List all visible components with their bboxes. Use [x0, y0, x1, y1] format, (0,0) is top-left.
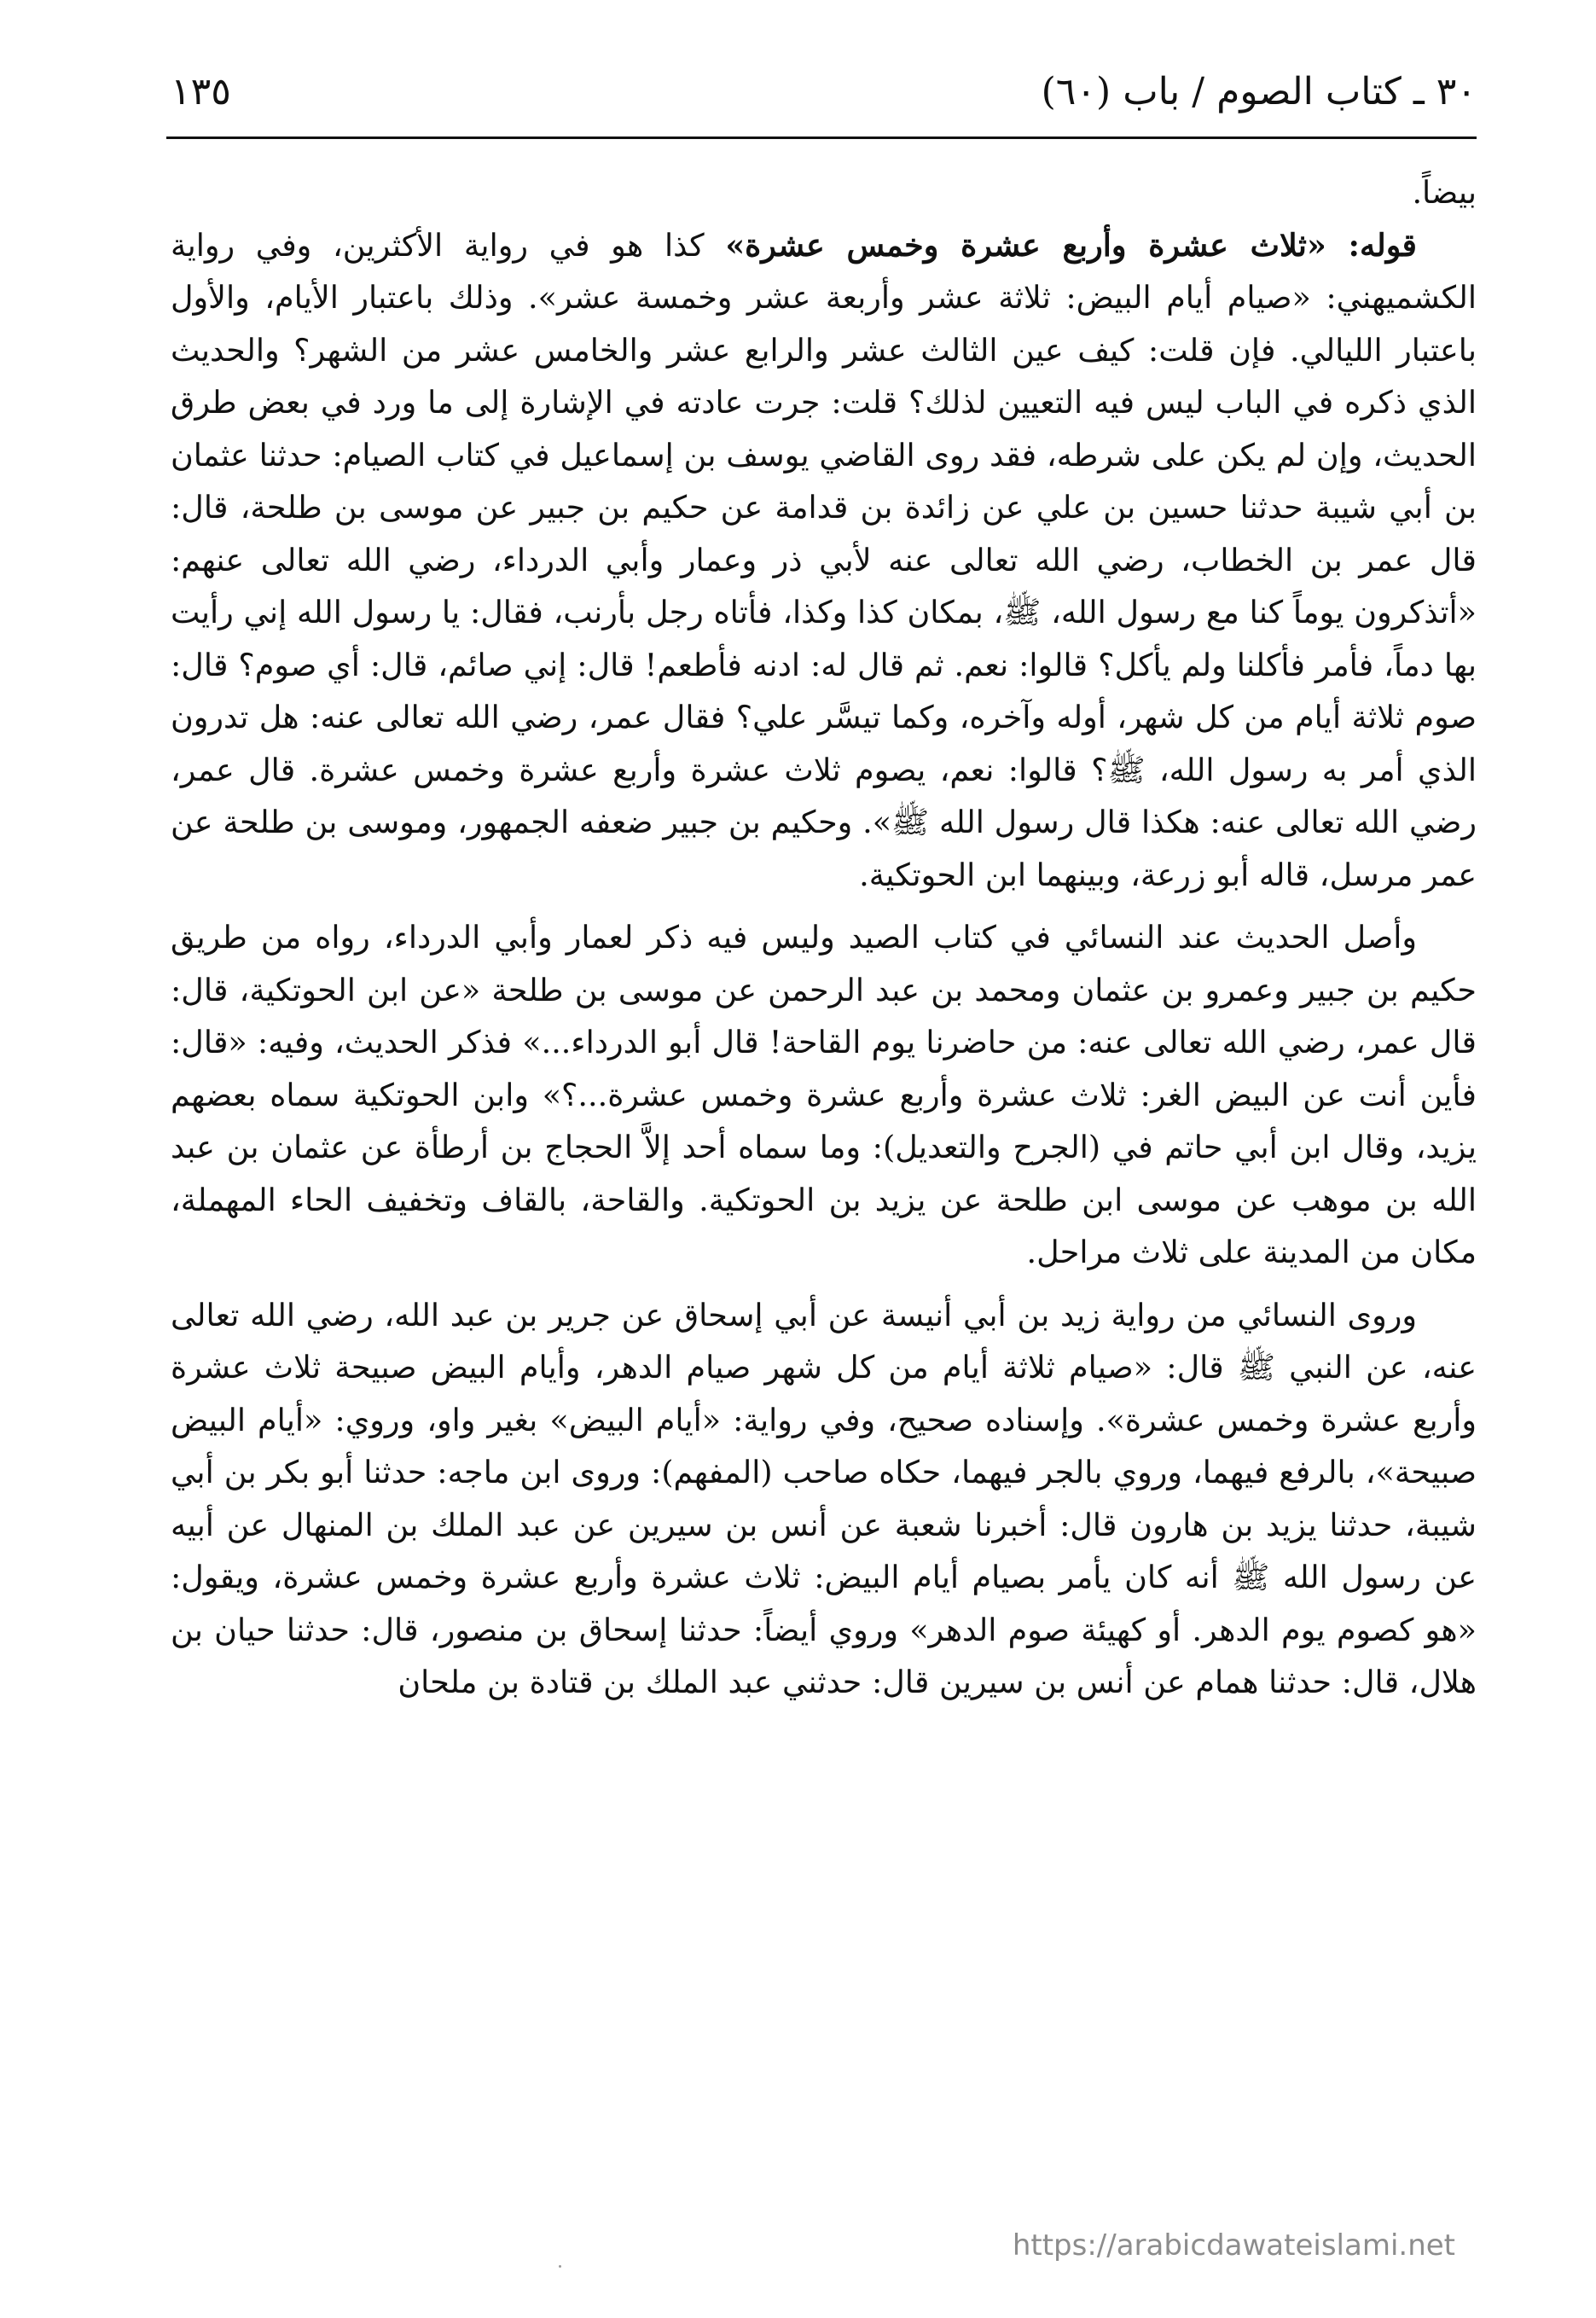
page-body: [171, 166, 1477, 2181]
paragraph: [171, 911, 1477, 1279]
commentary-lead: قوله: «ثلاث عشرة وأربع عشرة وخمس عشرة»: [725, 226, 1417, 264]
paragraph: [171, 1289, 1477, 1709]
page-number: ١٣٥: [171, 70, 231, 113]
header-divider: [166, 137, 1477, 139]
running-header: [171, 60, 1477, 137]
paragraph-text: بيضاً.: [1412, 174, 1477, 211]
chapter-title: ٣٠ ـ كتاب الصوم / باب (٦٠): [1041, 70, 1477, 113]
paragraph-continuation: [171, 166, 1477, 219]
paragraph: [171, 219, 1477, 902]
paragraph-text: وروى النسائي من رواية زيد بن أبي أنيسة عن أبي إسحاق عن جرير بن عبد الله، رضي الله تعالى عنه، عن النبي ﷺ قال: «صيام ثلاثة أيام من كل شهر صيام الدهر، وأيام البيض صبيحة ثلاث عشرة وأربع عشرة وخمس عشرة». وإسناده صحيح، وفي رواية: «أيام البيض» بغير واو، وروي: «أيام البيض صبيحة»، بالرفع فيهما، وروي بالجر فيهما، حكاه صاحب (المفهم): وروى ابن ماجه: حدثنا أبو بكر بن أبي شيبة، حدثنا يزيد بن هارون قال: أخبرنا شعبة عن أنس بن سيرين عن عبد الملك بن المنهال عن أبيه عن رسول الله ﷺ أنه كان يأمر بصيام أيام البيض: ثلاث عشرة وأربع عشرة وخمس عشرة، ويقول: «هو كصوم يوم الدهر. أو كهيئة صوم الدهر» وروي أيضاً: حدثنا إسحاق بن منصور، قال: حدثنا حيان بن هلال، قال: حدثنا همام عن أنس بن سيرين قال: حدثني عبد الملك بن قتادة بن ملحان: [171, 1296, 1477, 1700]
source-watermark: https://arabicdawateislami.net: [1012, 2228, 1455, 2263]
paragraph-text: كذا هو في رواية الأكثرين، وفي رواية الكشميهني: «صيام أيام البيض: ثلاثة عشر وأربعة عشر وخمسة عشر». وذلك باعتبار الأيام، والأول باعتبار الليالي. فإن قلت: كيف عين الثالث عشر والرابع عشر والخامس عشر من الشهر؟ والحديث الذي ذكره في الباب ليس فيه التعيين لذلك؟ قلت: جرت عادته في الإشارة إلى ما ورد في بعض طرق الحديث، وإن لم يكن على شرطه، فقد روى القاضي يوسف بن إسماعيل في كتاب الصيام: حدثنا عثمان بن أبي شيبة حدثنا حسين بن علي عن زائدة بن قدامة عن حكيم بن جبير عن موسى بن طلحة، قال: قال عمر بن الخطاب، رضي الله تعالى عنه لأبي ذر وعمار وأبي الدرداء، رضي الله تعالى عنهم: «أتذكرون يوماً كنا مع رسول الله، ﷺ، بمكان كذا وكذا، فأتاه رجل بأرنب، فقال: يا رسول الله إني رأيت بها دماً، فأمر فأكلنا ولم يأكل؟ قالوا: نعم. ثم قال له: ادنه فأطعم! قال: إني صائم، قال: أي صوم؟ قال: صوم ثلاثة أيام من كل شهر، أوله وآخره، وكما تيسَّر علي؟ فقال عمر، رضي الله تعالى عنه: هل تدرون الذي أمر به رسول الله، ﷺ؟ قالوا: نعم، يصوم ثلاث عشرة وأربع عشرة وخمس عشرة. قال عمر، رضي الله تعالى عنه: هكذا قال رسول الله ﷺ». وحكيم بن جبير ضعفه الجمهور، وموسى بن طلحة عن عمر مرسل، قاله أبو زرعة، وبينهما ابن الحوتكية.: [171, 226, 1477, 893]
scan-speck: [559, 2265, 561, 2268]
paragraph-text: وأصل الحديث عند النسائي في كتاب الصيد وليس فيه ذكر لعمار وأبي الدرداء، رواه من طريق حكيم بن جبير وعمرو بن عثمان ومحمد بن عبد الرحمن عن موسى بن طلحة «عن ابن الحوتكية، قال: قال عمر، رضي الله تعالى عنه: من حاضرنا يوم القاحة! قال أبو الدرداء...» فذكر الحديث، وفيه: «قال: فأين أنت عن البيض الغر: ثلاث عشرة وأربع عشرة وخمس عشرة...؟» وابن الحوتكية سماه بعضهم يزيد، وقال ابن أبي حاتم في (الجرح والتعديل): وما سماه أحد إلاَّ الحجاج بن أرطأة عن عثمان بن عبد الله بن موهب عن موسى ابن طلحة عن يزيد بن الحوتكية. والقاحة، بالقاف وتخفيف الحاء المهملة، مكان من المدينة على ثلاث مراحل.: [171, 919, 1477, 1270]
